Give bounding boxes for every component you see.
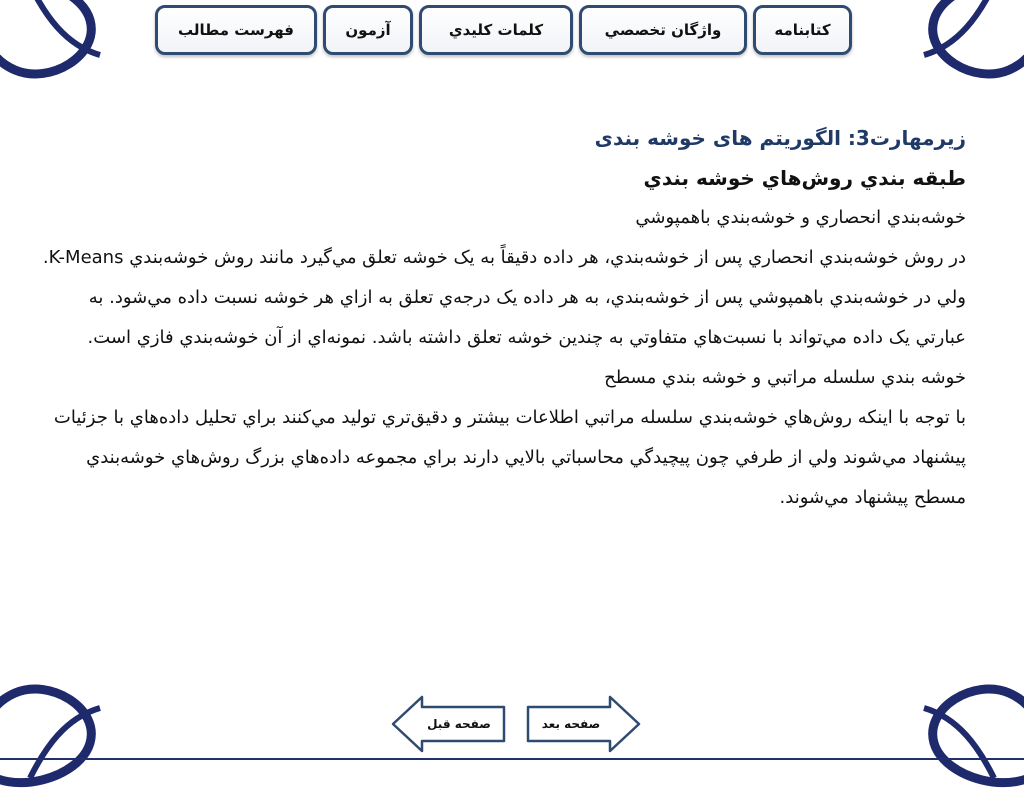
- bibliography-button[interactable]: كتابنامه: [753, 5, 852, 55]
- previous-page-button[interactable]: [390, 695, 508, 753]
- section2-heading: خوشه بندي سلسله مراتبي و خوشه بندي مسطح: [604, 367, 966, 388]
- table-of-contents-button[interactable]: فهرست مطالب: [155, 5, 317, 55]
- section-subtitle: طبقه بندي روش‌هاي خوشه بندي: [643, 166, 966, 190]
- section2-text: با توجه با اينکه روش‌هاي خوشه‌بندي سلسله مراتبي اطلاعات بيشتر و دقيق‌تري توليد مي‌کنند براي تحليل داده‌هاي با جزئيات پيشنهاد مي‌شوند ولي از طرفي چون پيچيدگي محاسباتي بالايي دارند براي مجموعه داده‌هاي بزرگ روش‌هاي خوشه‌بندي مسطح پيشنهاد مي‌شوند.: [53, 407, 966, 508]
- top-navigation: [155, 5, 858, 61]
- next-page-label: صفحه بعد: [541, 717, 601, 731]
- previous-page-label: صفحه قبل: [427, 717, 491, 731]
- next-page-button[interactable]: [524, 695, 642, 753]
- keywords-button[interactable]: كلمات كليدي: [419, 5, 573, 55]
- section1-heading: خوشه‌بندي انحصاري و خوشه‌بندي باهمپوشي: [635, 207, 966, 228]
- corner-ornament-top-right: [904, 0, 1024, 95]
- corner-ornament-bottom-right: [904, 668, 1024, 788]
- quiz-button[interactable]: آزمون: [323, 5, 413, 55]
- section1-text: در روش خوشه‌بندي انحصاري پس از خوشه‌بندي، هر داده دقيقاً به يک خوشه تعلق مي‌گيرد مانند روش خوشه‌بندي K-Means. ولي در خوشه‌بندي باهمپوشي پس از خوشه‌بندي، به هر داده يک درجه‌ي تعلق به ازاي هر خوشه نسبت داده مي‌شود. به عبارتي يک داده مي‌تواند با نسبت‌هاي متفاوتي به چندين خوشه تعلق داشته باشد. نمونه‌اي از آن خوشه‌بندي فازي است.: [42, 247, 966, 348]
- corner-ornament-bottom-left: [0, 668, 120, 788]
- page-title: زیرمهارت3: الگوریتم های خوشه بندی: [594, 126, 966, 150]
- lesson-content: [34, 118, 966, 518]
- glossary-button[interactable]: واژگان تخصصي: [579, 5, 747, 55]
- page-navigation: [390, 695, 640, 755]
- corner-ornament-top-left: [0, 0, 120, 95]
- bottom-divider: [0, 758, 1024, 760]
